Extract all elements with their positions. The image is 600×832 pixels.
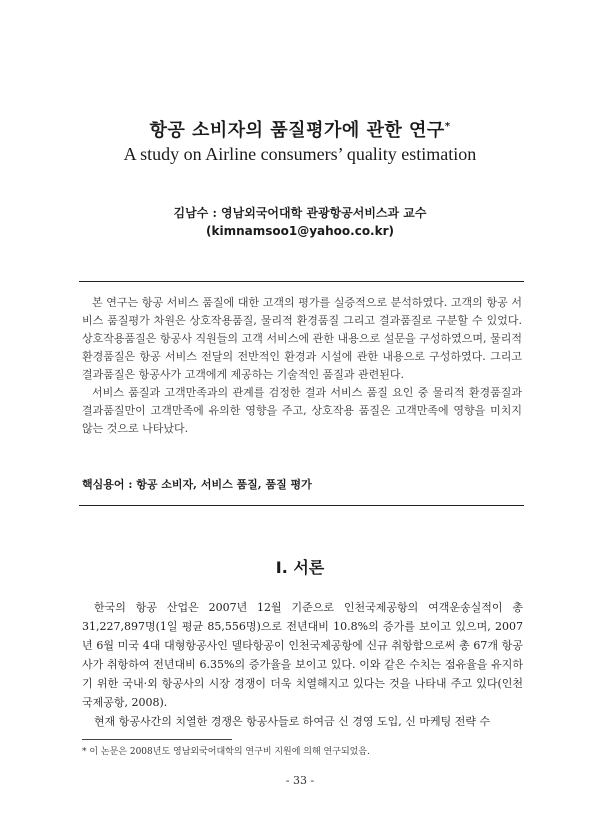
title-footnote-mark: * <box>444 121 451 132</box>
footnote-rule <box>82 739 232 740</box>
abstract-top-rule <box>79 281 524 282</box>
abstract-paragraph: 서비스 품질과 고객만족과의 관계를 검정한 결과 서비스 품질 요인 중 물리적 환경품질과 결과품질만이 고객만족에 유의한 영향을 주고, 상호작용 품질은 고객만족에 영향을 미치지 않는 것으로 나타났다. <box>82 386 522 435</box>
page-number: - 33 - <box>285 774 315 787</box>
section-body <box>82 598 523 731</box>
body-paragraph: 한국의 항공 산업은 2007년 12월 기준으로 인천국제공항의 여객운송실적이 총 31,227,897명(1일 평균 85,556명)으로 전년대비 10.8%의 증가를 보이고 있으며, 2007년 6월 미국 4대 대형항공사인 델타항공이 인천국제공항에 신규 취항함으로써 총 67개 항공사가 취항하여 전년대비 6.35%의 증가율을 보이고 있다. 이와 같은 수치는 점유율을 유지하기 위한 국내·외 항공사의 시장 경쟁이 더욱 치열해지고 있다는 것을 나타내 주고 있다(인천국제공항, 2008). <box>82 601 523 709</box>
title-english: A study on Airline consumers’ quality estimation <box>123 144 477 164</box>
body-paragraph: 현재 항공사간의 치열한 경쟁은 항공사들로 하여금 신 경영 도입, 신 마케팅 전략 수 <box>94 715 491 728</box>
author-email: (kimnamsoo1@yahoo.co.kr) <box>205 224 394 238</box>
title-korean: 항공 소비자의 품질평가에 관한 연구* <box>149 120 451 141</box>
author-line: 김남수 : 영남외국어대학 관광항공서비스과 교수 <box>173 206 427 220</box>
footnote: * 이 논문은 2008년도 영남외국어대학의 연구비 지원에 의해 연구되었음. <box>82 747 370 757</box>
abstract-bottom-rule <box>79 505 524 506</box>
abstract-paragraph: 본 연구는 항공 서비스 품질에 대한 고객의 평가를 실증적으로 분석하였다. 고객의 항공 서비스 품질평가 차원은 상호작용품질, 물리적 환경품질 그리고 결과품질로 구분할 수 있었다. 상호작용품질은 항공사 직원들의 고객 서비스에 관한 내용으로 설문을 구성하였으며, 물리적 환경품질은 항공 서비스 전달의 전반적인 환경과 시설에 관한 내용으로 구성하였다. 그리고 결과품질은 항공사가 고객에게 제공하는 기술적인 품질과 관련된다. <box>82 296 522 381</box>
abstract <box>82 294 522 438</box>
section-heading: Ⅰ. 서론 <box>275 558 325 577</box>
keywords: 핵심용어 : 항공 소비자, 서비스 품질, 품질 평가 <box>82 478 312 491</box>
